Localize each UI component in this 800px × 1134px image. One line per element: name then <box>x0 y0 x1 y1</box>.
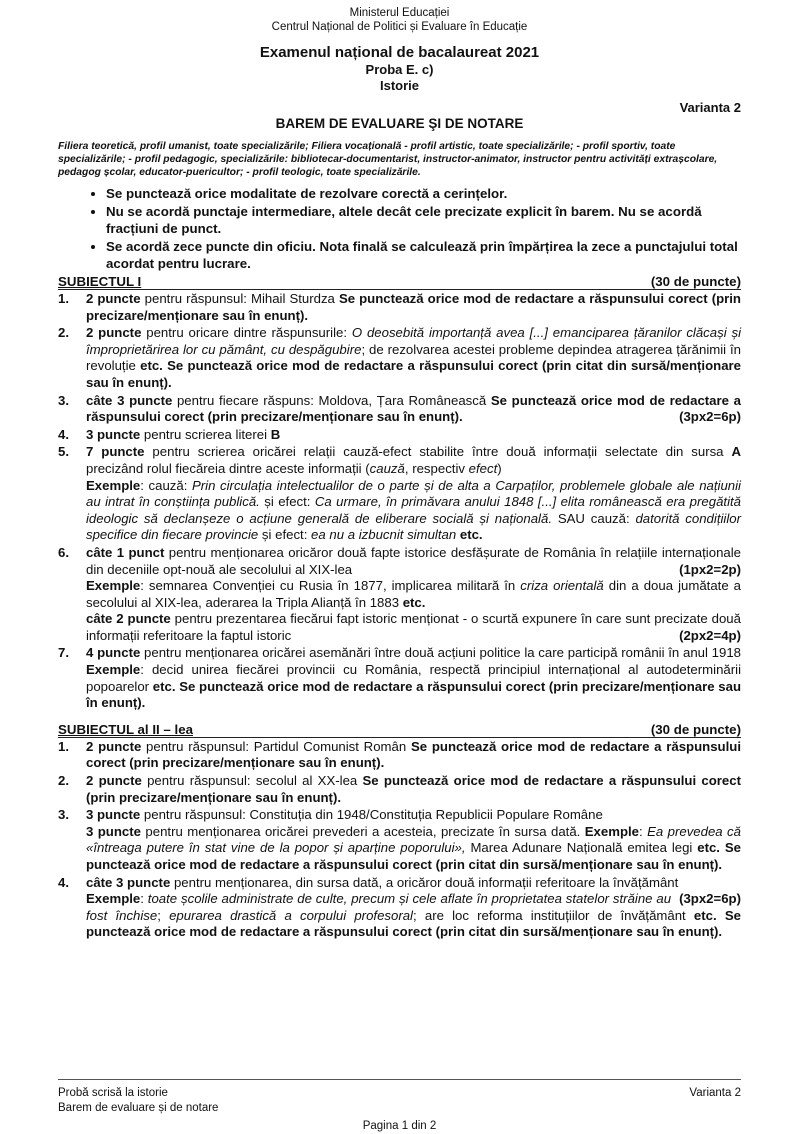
footer-varianta: Varianta 2 <box>689 1087 741 1099</box>
section-2-title: SUBIECTUL al II – lea <box>58 721 193 737</box>
section-1-items <box>58 291 741 712</box>
general-rules <box>58 185 741 272</box>
score: (3px2=6p) <box>679 409 741 425</box>
rule-item: • Nu se acordă punctaje intermediare, altele decât cele precizate explicit în barem. Nu se acordă fracțiuni de punct. <box>106 203 741 237</box>
exam-subject: Istorie <box>379 78 419 93</box>
footer-left-2: Barem de evaluare și de notare <box>58 1102 219 1114</box>
list-item: 7. 4 puncte pentru menționarea oricărei asemănări între două acțiuni politice la care participă românii în anul 1918 Exemple: decid unirea fiecărei provincii cu România, respectă principiul internațional al autodeterminării popoarelor etc. Se punctează orice mod de redactare a răspunsului corect (prin precizare/menționare sau în enunț). <box>58 645 742 711</box>
footer-left-1: Probă scrisă la istorie <box>58 1087 168 1099</box>
score: (3px2=6p) <box>679 891 741 907</box>
list-item: 3. câte 3 puncte pentru fiecare răspuns: Moldova, Țara Românească Se punctează orice mod de redactare a răspunsului corect (prin precizare/menționare sau în enunț). (3px2=6p) <box>58 392 741 425</box>
document-page <box>58 0 741 942</box>
page-footer <box>58 1079 741 1134</box>
score: (1px2=2p) <box>679 561 741 577</box>
score: (2px2=4p) <box>679 627 741 643</box>
exam-proba: Proba E. c) <box>365 62 434 77</box>
exam-title: Examenul național de bacalaureat 2021 <box>259 44 540 61</box>
filiera-text: Filiera teoretică, profil umanist, toate specializările; Filiera vocațională - profil artistic, toate specializările; - profil sportiv, toate specializările; - profil pedagogic, specializările: bibliotecar-documentarist, instructor-animator, instructor pentru activități extrașcolare, pedagog școlar, educator-puericultor; - profil teologic, toate specializările. <box>58 141 718 178</box>
barem-title: BAREM DE EVALUARE ŞI DE NOTARE <box>275 116 524 131</box>
list-item: 4. 3 puncte pentru scrierea literei B <box>58 426 281 442</box>
list-item: 3. 3 puncte pentru răspunsul: Constituția din 1948/Constituția Republicii Populare Române 3 puncte pentru menționarea oricărei prevederi a acesteia, precizate în sursa dată. Exemple: Ea prevedea că «întreaga putere în stat vine de la popor și aparține poporului», Marea Adunare Națională emitea legi etc. Se punctează orice mod de redactare a răspunsului corect (prin citat din sursă/menționare sau în enunț). <box>58 807 741 872</box>
section-1-points: (30 de puncte) <box>650 274 741 289</box>
section-1-title: SUBIECTUL I <box>58 274 142 289</box>
section-1-header <box>58 274 741 290</box>
varianta-label: Varianta 2 <box>679 100 741 115</box>
rule-item: • Se acordă zece puncte din oficiu. Nota finală se calculează prin împărțirea la zece a punctajului total acordat pentru lucrare. <box>106 238 741 272</box>
section-2-points: (30 de puncte) <box>650 721 741 737</box>
list-item: 1. 2 puncte pentru răspunsul: Mihail Sturdza Se punctează orice mod de redactare a răspunsului corect (prin precizare/menționare sau în enunț). <box>58 291 741 323</box>
page-number: Pagina 1 din 2 <box>362 1120 437 1132</box>
list-item: 6. câte 1 punct pentru menționarea oricăror două fapte istorice desfășurate de România în relațiile internaționale din deceniile opt-nouă ale secolului al XIX-lea (1px2=2p) Exemple: semnarea Convenției cu Rusia în 1877, implicarea militară în criza orientală din a doua jumătate a secolului al XIX-lea, aderarea la Tripla Alianță în 1883 etc. câte 2 puncte pentru prezentarea fiecărui fapt istoric menționat - o scurtă expunere în care sunt precizate două informații referitoare la faptul istoric (2px2=4p) <box>58 544 742 643</box>
list-item: 2. 2 puncte pentru răspunsul: secolul al XX-lea Se punctează orice mod de redactare a răspunsului corect (prin precizare/menționare sau în enunț). <box>58 773 741 805</box>
ministry-name: Ministerul Educației <box>349 7 450 19</box>
list-item: 2. 2 puncte pentru oricare dintre răspunsurile: O deosebită importanță avea [...] emanciparea țăranilor clăcași și împroprietărirea lor cu pământ, cu despăgubire; de rezolvarea acestei probleme depindea atragerea țărănimii în revoluție etc. Se punctează orice mod de redactare a răspunsului corect (prin citat din sursă/menționare sau în enunț). <box>58 325 742 390</box>
section-2-header <box>58 722 741 738</box>
list-item: 5. 7 puncte pentru scrierea oricărei relații cauză-efect stabilite între două informații selectate din sursa A precizând rolul fiecăreia dintre aceste informații (cauză, respectiv efect) Exemple: cauză: Prin circulația intelectualilor de o parte și de alta a Carpaților, problemele globale ale națiunii au intrat în conștiința publică. și efect: Ca urmare, în primăvara anului 1848 [...] elita românească era pregătită ideologic să declanșeze o acțiune generală de eliberare socială și națională. SAU cauză: datorită condițiilor specifice din fiecare provincie și efect: ea nu a izbucnit simultan etc. <box>58 444 742 543</box>
list-item: 1. 2 puncte pentru răspunsul: Partidul Comunist Român Se punctează orice mod de redactare a răspunsului corect (prin precizare/menționare sau în enunț). <box>58 738 741 771</box>
center-name: Centrul Național de Politici și Evaluare în Educație <box>271 21 528 33</box>
rule-item: • Se punctează orice modalitate de rezolvare corectă a cerințelor. <box>106 185 741 202</box>
list-item: 4. câte 3 puncte pentru menționarea, din sursa dată, a oricăror două informații referitoare la învățământ (3px2=6p) Exemple: toate școlile administrate de culte, precum și cele aflate în proprietatea statelor străine au fost închise; epurarea drastică a corpului profesoral; are loc reforma instituțiilor de învățământ etc. Se punctează orice mod de redactare a răspunsului corect (prin citat din sursă/menționare sau în enunț). <box>58 874 741 940</box>
section-2-items <box>58 739 741 941</box>
